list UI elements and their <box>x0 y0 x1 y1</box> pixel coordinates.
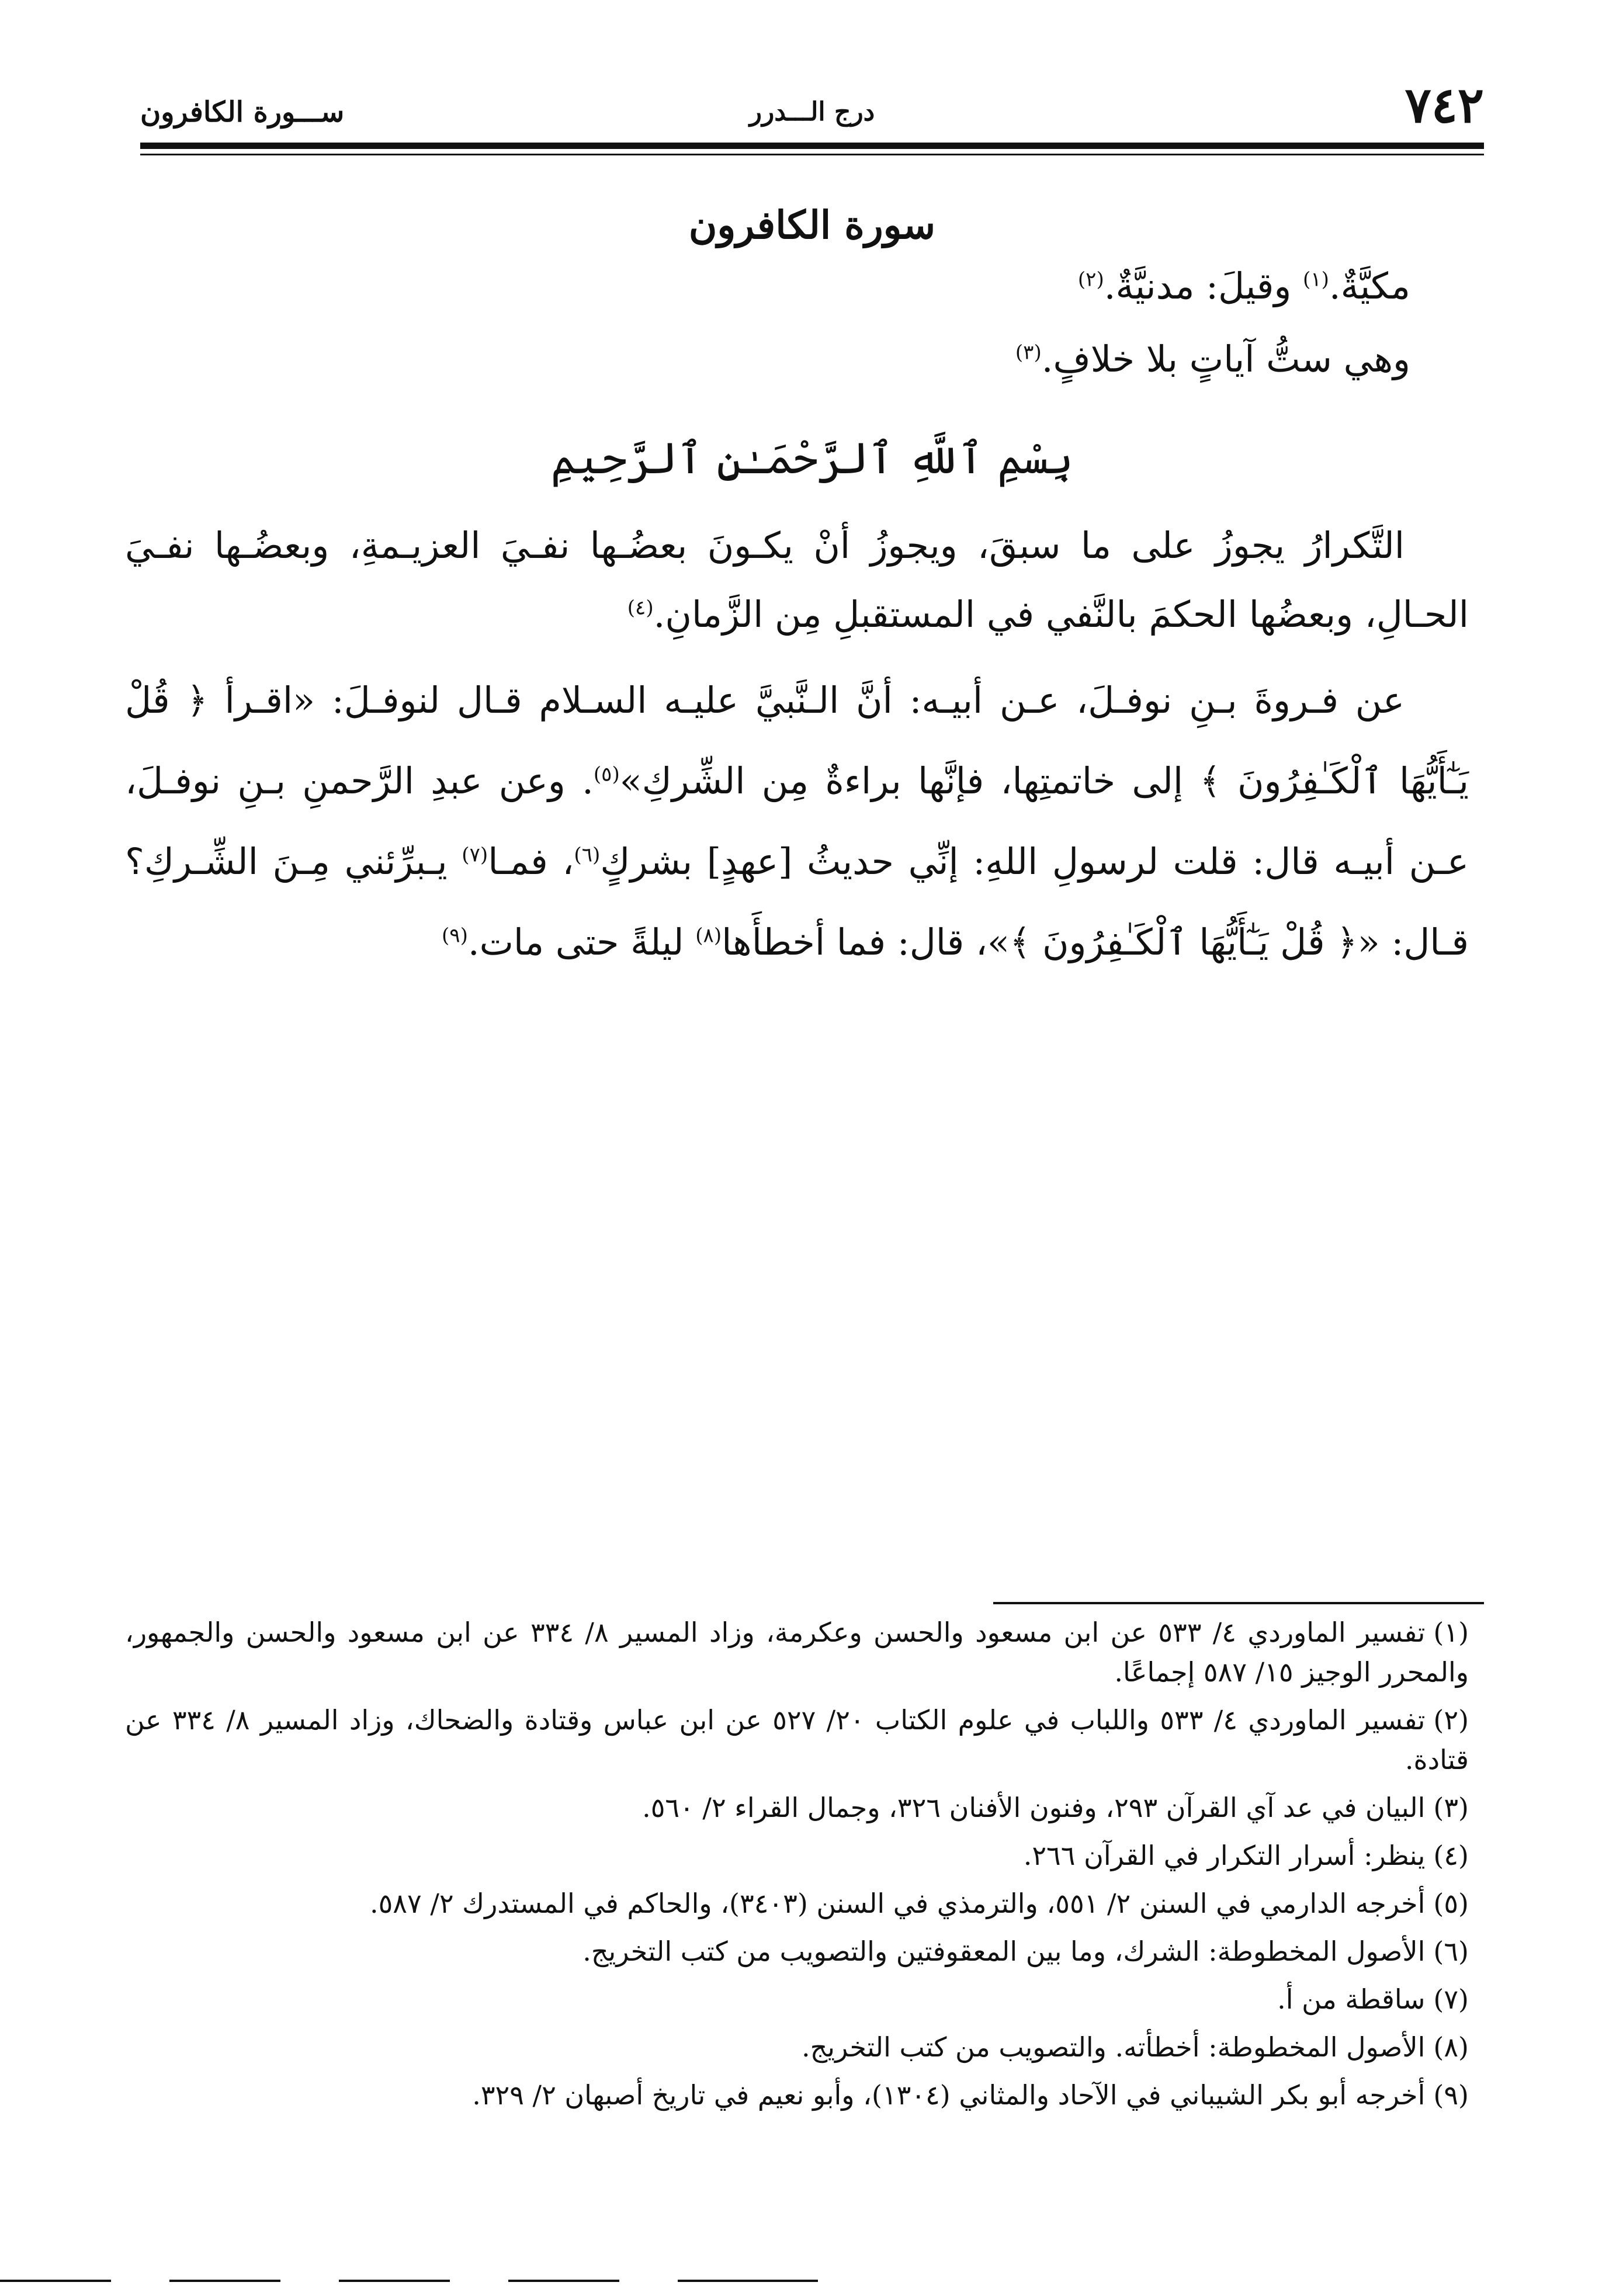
footnote-text: ينظر: أسرار التكرار في القرآن ٢٦٦. <box>1023 1840 1426 1871</box>
footnote-number: (٦) <box>1433 1936 1469 1967</box>
paragraph-2-text-a: عن فـروةَ بـنِ نوفـلَ، عـن أبيـه: أنَّ الـنَّبيَّ عليـه السـلام قـال لنوفـلَ: «اقـرأ ﴿ قُلْ يَـٰٓأَيُّهَا ٱلْكَـٰفِرُونَ ﴾ إلى خاتمتِها، فإنَّها براءةٌ مِن الشِّركِ» <box>125 679 1469 802</box>
footnote-ref-9: (٩) <box>441 924 468 948</box>
footnote-text: ساقطة من أ. <box>1277 1983 1426 2015</box>
footnote-ref-5: (٥) <box>593 762 620 786</box>
running-header <box>140 76 1484 140</box>
intro-verse-count: وهي ستُّ آياتٍ بلا خلافٍ. <box>1041 338 1410 380</box>
footnote-number: (٩) <box>1433 2079 1469 2111</box>
footnote-text: تفسير الماوردي ٤/ ٥٣٣ واللباب في علوم الكتاب ٢٠/ ٥٢٧ عن ابن عباس وقتادة والضحاك، وزاد المسير ٨/ ٣٣٤ عن قتادة. <box>125 1704 1469 1775</box>
footnote-text: الأصول المخطوطة: أخطأته. والتصويب من كتب التخريج. <box>801 2031 1426 2063</box>
paragraph-2-text-c: ، فمـا <box>488 840 574 883</box>
footnote-ref-8: (٨) <box>695 924 722 948</box>
footnote-text: تفسير الماوردي ٤/ ٥٣٣ عن ابن مسعود والحسن وعكرمة، وزاد المسير ٨/ ٣٣٤ عن ابن مسعود والحسن والجمهور، والمحرر الوجيز ١٥/ ٥٨٧ إجماعًا. <box>125 1617 1469 1688</box>
scan-edge-mark <box>0 2280 111 2282</box>
footnote-number: (٨) <box>1433 2031 1469 2063</box>
page-number: ٧٤٢ <box>1405 76 1484 134</box>
header-rule-thick <box>140 143 1484 149</box>
header-rule-thin <box>140 154 1484 155</box>
scan-edge-mark <box>508 2280 619 2282</box>
footnote-ref-4: (٤) <box>627 596 654 620</box>
scan-edge-mark <box>339 2280 450 2282</box>
footnote-3 <box>125 1788 1469 1827</box>
surah-heading: سورة الكافرون <box>688 202 936 248</box>
footnote-text: البيان في عد آي القرآن ٢٩٣، وفنون الأفنان ٣٢٦، وجمال القراء ٢/ ٥٦٠. <box>642 1792 1426 1823</box>
footnote-number: (٥) <box>1433 1888 1469 1919</box>
intro-line-1 <box>242 257 1410 315</box>
paragraph-1 <box>125 511 1469 649</box>
footnote-ref-7: (٧) <box>462 843 488 867</box>
footnote-number: (٤) <box>1433 1840 1469 1871</box>
intro-line-2 <box>242 330 1410 389</box>
footnote-number: (٢) <box>1433 1704 1469 1736</box>
footnote-text: الأصول المخطوطة: الشرك، وما بين المعقوفتين والتصويب من كتب التخريج. <box>582 1936 1426 1967</box>
footnote-4 <box>125 1836 1469 1875</box>
paragraph-2-text-d: يـبرِّئني مِـنَ الشِّـركِ؟ قـال: «﴿ قُلْ يَـٰٓأَيُّهَا ٱلْكَـٰفِرُونَ ﴾»، قال: فما أخطأَها <box>125 840 1469 963</box>
footnotes <box>125 1612 1469 2123</box>
footnote-8 <box>125 2027 1469 2067</box>
paragraph-2-text-e: ليلةً حتى مات. <box>467 921 696 963</box>
footnote-6 <box>125 1931 1469 1971</box>
footnote-9 <box>125 2075 1469 2115</box>
intro-madani: وقيلَ: مدنيَّةٌ. <box>1104 265 1303 307</box>
footnote-ref-1: (١) <box>1302 268 1329 292</box>
footnote-number: (٣) <box>1433 1792 1469 1823</box>
paragraph-1-text: التَّكرارُ يجوزُ على ما سبقَ، ويجوزُ أنْ يكـونَ بعضُـها نفـيَ العزيـمةِ، وبعضُـها نفـيَ الحـالِ، وبعضُها الحكمَ بالنَّفي في المستقبلِ مِن الزَّمانِ. <box>125 524 1469 636</box>
footnote-number: (٧) <box>1433 1983 1469 2015</box>
footnote-1 <box>125 1612 1469 1692</box>
footnote-text: أخرجه أبو بكر الشيباني في الآحاد والمثاني (١٣٠٤)، وأبو نعيم في تاريخ أصبهان ٢/ ٣٢٩. <box>472 2079 1426 2111</box>
running-surah-name: ســـورة الكافرون <box>140 96 345 129</box>
footnote-separator <box>993 1602 1484 1604</box>
paragraph-2-text-b: . وعن عبدِ الرَّحمنِ بـنِ نوفـلَ، عـن أبيـه قال: قلت لرسولِ اللهِ: إنِّي حديثُ [عهدٍ] بشركٍ <box>125 759 1469 883</box>
footnote-ref-2: (٢) <box>1077 268 1104 292</box>
scan-edge-mark <box>169 2280 280 2282</box>
book-title: درج الـــدرر <box>749 97 875 127</box>
footnote-5 <box>125 1884 1469 1923</box>
intro-makki: مكيَّةٌ. <box>1329 265 1410 307</box>
basmala: بِسْمِ ٱللَّهِ ٱلرَّحْمَـٰنِ ٱلرَّحِيمِ <box>550 433 1074 484</box>
footnote-text: أخرجه الدارمي في السنن ٢/ ٥٥١، والترمذي في السنن (٣٤٠٣)، والحاكم في المستدرك ٢/ ٥٨٧. <box>369 1888 1426 1919</box>
footnote-7 <box>125 1979 1469 2019</box>
footnote-2 <box>125 1700 1469 1780</box>
footnote-ref-3: (٣) <box>1015 341 1042 365</box>
footnote-number: (١) <box>1433 1617 1469 1648</box>
scan-edge-mark <box>678 2280 818 2282</box>
paragraph-2 <box>125 660 1469 983</box>
footnote-ref-6: (٦) <box>574 843 601 867</box>
